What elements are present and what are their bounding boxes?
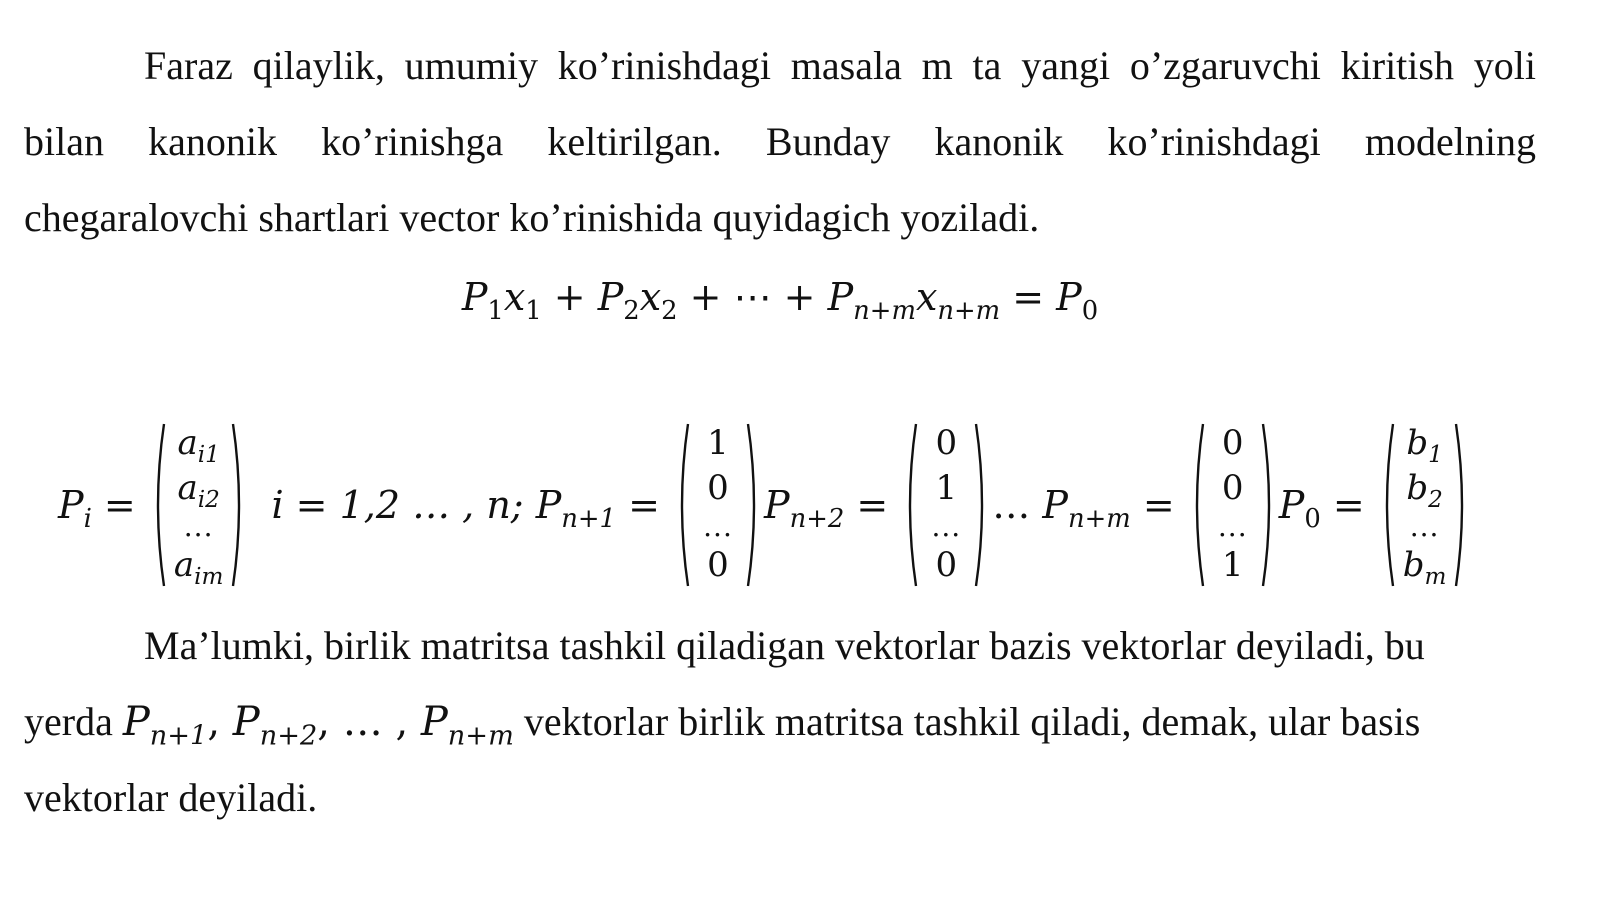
matrix-pnm-cell-m: 1 — [1221, 544, 1244, 585]
eq2-pn1-sub: n+1 — [561, 504, 616, 535]
matrix-pn2-cell-m: 0 — [935, 544, 958, 585]
eq1-x2: x — [639, 275, 662, 319]
eq1-p2: P — [597, 275, 624, 319]
eq2-pn1: P — [535, 483, 562, 527]
matrix-pi-dots: ... — [183, 509, 214, 543]
eq1-op2: + ⋯ + — [677, 275, 828, 319]
p2-vector-pn2-sub: n+2 — [259, 720, 318, 752]
left-paren-icon — [1191, 420, 1205, 590]
p2-vector-pnm: P — [420, 699, 448, 745]
paragraph1-line3: chegaralovchi shartlari vector ko’rinishida quyidagich yoziladi. — [24, 195, 1040, 240]
paragraph2-line2-pre: yerda — [24, 699, 123, 744]
matrix-pi — [152, 420, 246, 590]
matrix-pnm-cell-1: 0 — [1221, 423, 1244, 463]
eq2-pi: P — [58, 483, 84, 527]
eq2-equals-2: = — [616, 483, 672, 527]
paragraph2-line2 — [24, 698, 1536, 752]
eq2-pnm-sub: n+m — [1067, 504, 1131, 535]
right-paren-icon — [231, 420, 245, 590]
eq2-index-range: i = 1,2 … , n; — [271, 483, 536, 527]
eq2-equals-1: = — [91, 483, 148, 527]
paragraph2-line1: Ma’lumki, birlik matritsa tashkil qiladigan vektorlar bazis vektorlar deyiladi, bu — [144, 623, 1425, 668]
eq2-equals-5: = — [1320, 483, 1377, 527]
matrix-p0-cell-m: $b_m$ — [1402, 544, 1447, 591]
eq1-op3: = — [1000, 275, 1057, 319]
eq1-p0-sub: 0 — [1081, 296, 1099, 327]
eq1-op1: + — [541, 275, 598, 319]
eq1-xnm-sub: n+m — [937, 296, 1001, 327]
eq2-p0: P — [1278, 483, 1305, 527]
right-paren-icon — [1454, 420, 1468, 590]
paragraph1-line1: Faraz qilaylik, umumiy ko’rinishdagi masala m ta yangi o’zgaruvchi kiritish yoli — [144, 43, 1536, 88]
eq1-x2-sub: 2 — [661, 296, 678, 327]
matrix-pn2-cell-1: 0 — [935, 423, 958, 463]
eq1-p1: P — [461, 275, 488, 319]
matrix-pn1-cell-m: 0 — [707, 544, 729, 585]
right-paren-icon — [1261, 420, 1275, 590]
matrix-pi-cell-1: $a_{i1}$ — [177, 423, 220, 469]
eq2-equals-3: = — [844, 483, 901, 527]
eq2-pn2: P — [764, 483, 790, 527]
eq1-p0: P — [1056, 275, 1082, 319]
matrix-p0-dots: ... — [1409, 509, 1440, 543]
matrix-pn1-cell-1: 1 — [707, 423, 729, 463]
paragraph2-line2-post: vektorlar birlik matritsa tashkil qiladi, demak, ular basis — [513, 699, 1421, 744]
matrix-p0-cell-1: $b_1$ — [1406, 423, 1443, 469]
matrix-pn1-dots: ... — [703, 509, 733, 543]
eq2-ellipsis: … — [992, 483, 1043, 527]
eq1-pnm: P — [827, 275, 854, 319]
equation-vector-definitions — [58, 418, 1472, 592]
left-paren-icon — [904, 420, 918, 590]
eq2-pnm: P — [1042, 483, 1068, 527]
matrix-pnm — [1191, 420, 1275, 590]
matrix-pnm-cell-2: 0 — [1221, 468, 1244, 509]
matrix-pn2-dots: ... — [931, 509, 962, 543]
p2-vector-pnm-sub: n+m — [447, 720, 514, 752]
p2-vector-pn1-sub: n+1 — [149, 720, 208, 752]
matrix-pn1-cell-2: 0 — [707, 468, 729, 509]
p2-sep2: , … , — [317, 699, 421, 745]
eq2-pn2-sub: n+2 — [789, 504, 845, 535]
right-paren-icon — [746, 420, 760, 590]
eq2-pi-sub: i — [83, 504, 92, 535]
left-paren-icon — [152, 420, 166, 590]
matrix-pn1 — [676, 420, 760, 590]
p2-sep1: , — [207, 699, 233, 745]
right-paren-icon — [974, 420, 988, 590]
matrix-pnm-dots: ... — [1217, 509, 1248, 543]
matrix-p0-cell-2: $b_2$ — [1406, 468, 1443, 514]
matrix-pn2 — [904, 420, 988, 590]
p2-vector-pn1: P — [122, 699, 150, 745]
left-paren-icon — [1381, 420, 1395, 590]
eq1-x1-sub: 1 — [525, 296, 542, 327]
eq1-p1-sub: 1 — [487, 296, 504, 327]
eq1-x1: x — [503, 275, 526, 319]
left-paren-icon — [676, 420, 690, 590]
paragraph2-line3: vektorlar deyiladi. — [24, 775, 318, 820]
p2-vector-pn2: P — [232, 699, 260, 745]
eq1-xnm: x — [915, 275, 938, 319]
eq1-p2-sub: 2 — [623, 296, 640, 327]
matrix-pi-cell-m: $a_{im}$ — [173, 544, 224, 591]
matrix-pi-cell-2: $a_{i2}$ — [177, 468, 220, 514]
paragraph1-line2: bilan kanonik ko’rinishga keltirilgan. Bunday kanonik ko’rinishdagi modelning — [24, 119, 1536, 164]
matrix-pn2-cell-2: 1 — [935, 468, 958, 509]
eq2-equals-4: = — [1130, 483, 1187, 527]
eq1-pnm-sub: n+m — [853, 296, 916, 327]
equation-linear-combination — [0, 272, 1560, 327]
eq2-p0-sub: 0 — [1304, 504, 1321, 535]
matrix-p0 — [1381, 420, 1469, 590]
